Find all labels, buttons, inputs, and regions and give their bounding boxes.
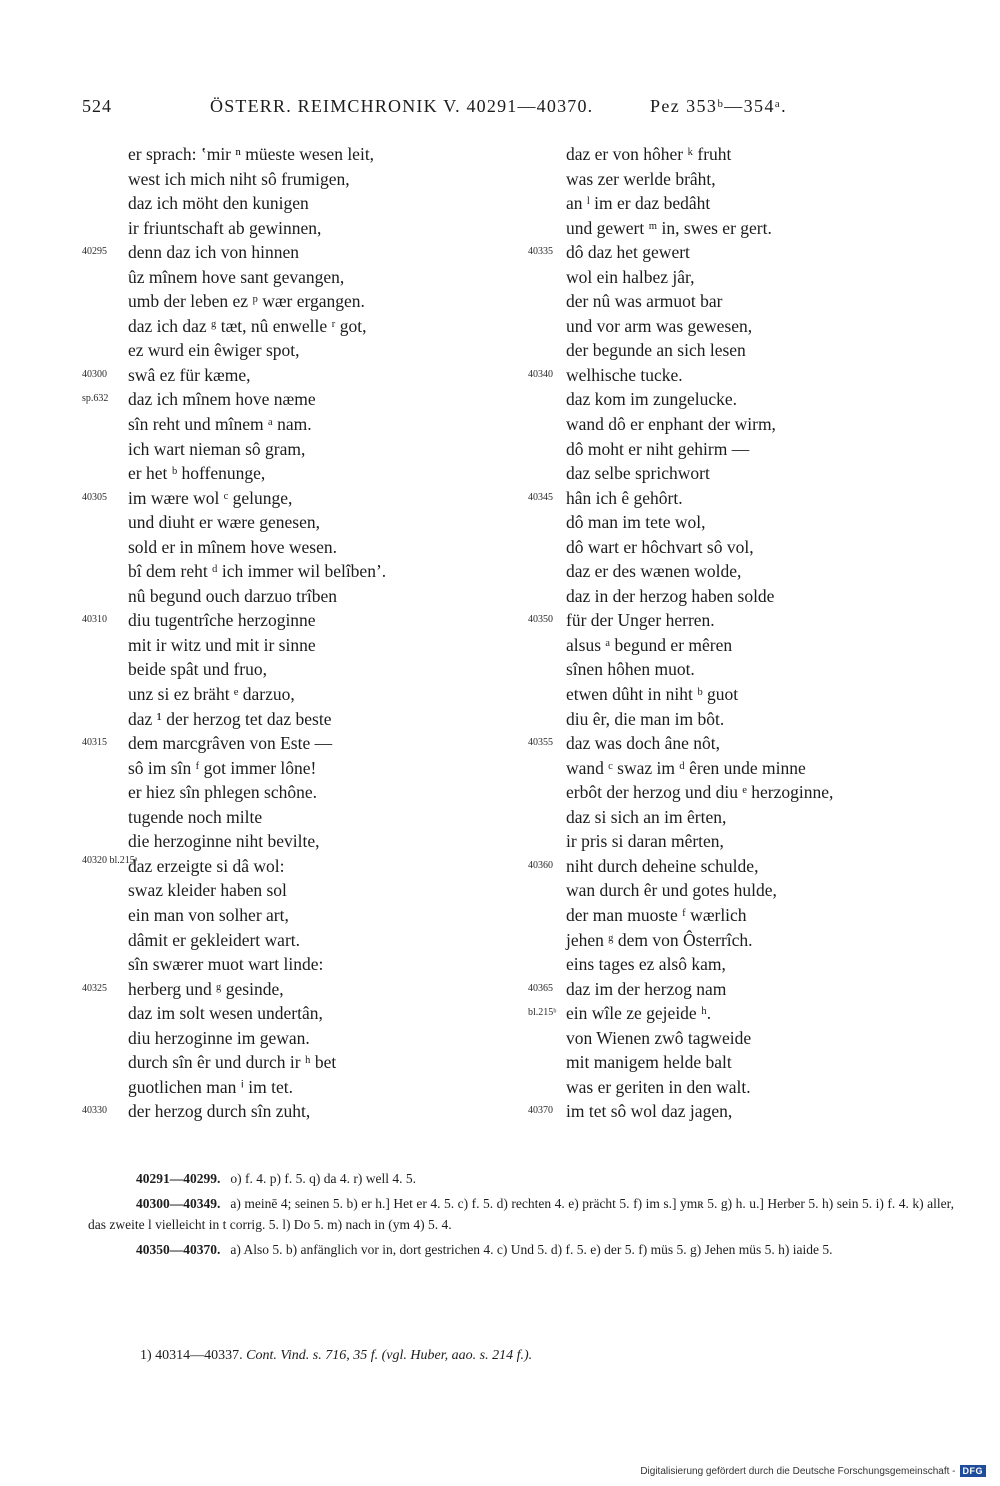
verse-line <box>82 805 512 830</box>
verse-line <box>528 1075 958 1100</box>
verse-line <box>82 412 512 437</box>
verse-line <box>82 756 512 781</box>
apparatus-entry <box>88 1239 954 1260</box>
verse-line <box>82 363 512 388</box>
verse-text: und diuht er wære genesen, <box>128 512 320 533</box>
verse-text: mit ir witz und mit ir sinne <box>128 634 316 655</box>
verse-text: die herzoginne niht bevilte, <box>128 831 320 852</box>
verse-line <box>528 657 958 682</box>
verse-text: alsus ᵃ begund er mêren <box>566 634 733 655</box>
verse-line <box>528 412 958 437</box>
verse-line <box>82 780 512 805</box>
verse-line <box>82 142 512 167</box>
verse-line <box>82 559 512 584</box>
verse-text: dô wart er hôchvart sô vol, <box>566 536 754 557</box>
verse-line <box>82 461 512 486</box>
verse-line <box>528 780 958 805</box>
verse-line <box>82 387 512 412</box>
verse-line <box>528 756 958 781</box>
verse-number: 40330 <box>82 1105 107 1117</box>
verse-text: umb der leben ez ᵖ wær ergangen. <box>128 291 365 312</box>
verse-text: was zer werlde brâht, <box>566 168 716 189</box>
verse-text: west ich mich niht sô frumigen, <box>128 168 350 189</box>
verse-text: wand dô er enphant der wirm, <box>566 414 776 435</box>
verse-line <box>82 510 512 535</box>
verse-text: ûz mînem hove sant gevangen, <box>128 266 345 287</box>
verse-line <box>82 952 512 977</box>
verse-text: er het ᵇ hoffenunge, <box>128 463 266 484</box>
verse-number: 40340 <box>528 368 553 380</box>
verse-text: swaz kleider haben sol <box>128 880 287 901</box>
verse-line <box>528 731 958 756</box>
verse-line <box>528 510 958 535</box>
verse-number: 40295 <box>82 246 107 258</box>
verse-text: der man muoste ᶠ wærlich <box>566 904 747 925</box>
verse-line <box>82 216 512 241</box>
verse-number: bl.215ᵇ <box>528 1007 557 1019</box>
page-number: 524 <box>82 96 112 116</box>
verse-text: ein man von solher art, <box>128 904 289 925</box>
verse-line <box>528 535 958 560</box>
verse-line <box>528 461 958 486</box>
apparatus-entry <box>88 1193 954 1235</box>
verse-text: bî dem reht ᵈ ich immer wil belîben’. <box>128 561 387 582</box>
verse-number: 40320 bl.215ᵃ <box>82 854 138 866</box>
verse-line <box>82 265 512 290</box>
verse-text: erbôt der herzog und diu ᵉ herzoginne, <box>566 782 834 803</box>
apparatus-notes: a) meinē 4; seinen 5. b) er h.] Het er 4. 5. c) f. 5. d) rechten 4. e) prächt 5. f) im s.] ymʀ 5. g) h. u.] Herber 5. h) sein 5. i) f. 4. k) aller, das zweite l vielleicht in t corrig. 5. l) Do 5. m) nach in (ym 4) 5. 4. <box>88 1196 954 1232</box>
verse-text: guotlichen man ⁱ im tet. <box>128 1076 293 1097</box>
apparatus-notes: o) f. 4. p) f. 5. q) da 4. r) well 4. 5. <box>230 1171 416 1186</box>
verse-line <box>528 633 958 658</box>
dfg-logo-icon: DFG <box>960 1465 987 1477</box>
verse-text: durch sîn êr und durch ir ʰ bet <box>128 1052 337 1073</box>
verse-text: daz si sich an im êrten, <box>566 806 727 827</box>
verse-text: nû begund ouch darzuo trîben <box>128 585 337 606</box>
verse-line <box>528 584 958 609</box>
verse-line <box>82 314 512 339</box>
verse-text: er hiez sîn phlegen schône. <box>128 782 318 803</box>
verse-text: und gewert ᵐ in, swes er gert. <box>566 217 772 238</box>
verse-line <box>528 363 958 388</box>
verse-text: daz was doch âne nôt, <box>566 733 721 754</box>
verse-line <box>528 829 958 854</box>
verse-line <box>82 437 512 462</box>
verse-line <box>528 928 958 953</box>
verse-text: an ˡ im er daz bedâht <box>566 193 711 214</box>
verse-line <box>82 338 512 363</box>
verse-number: 40310 <box>82 614 107 626</box>
verse-line <box>82 584 512 609</box>
verse-text: der begunde an sich lesen <box>566 340 746 361</box>
verse-text: ir pris si daran mêrten, <box>566 831 724 852</box>
verse-number: 40350 <box>528 614 553 626</box>
verse-text: im wære wol ᶜ gelunge, <box>128 487 293 508</box>
apparatus-range: 40350—40370. <box>136 1242 221 1257</box>
verse-number: 40355 <box>528 737 553 749</box>
verse-line <box>528 240 958 265</box>
verse-text: daz ich daz ᵍ tæt, nû enwelle ʳ got, <box>128 315 367 336</box>
verse-text: sold er in mînem hove wesen. <box>128 536 337 557</box>
verse-line <box>528 559 958 584</box>
verse-line <box>528 216 958 241</box>
verse-text: dem marcgrâven von Este — <box>128 733 333 754</box>
verse-text: beide spât und fruo, <box>128 659 267 680</box>
verse-line <box>82 535 512 560</box>
verse-line <box>528 1050 958 1075</box>
verse-line <box>528 486 958 511</box>
verse-number: 40300 <box>82 368 107 380</box>
verse-line <box>82 903 512 928</box>
verse-text: für der Unger herren. <box>566 610 715 631</box>
verse-text: im tet sô wol daz jagen, <box>566 1101 733 1122</box>
verse-line <box>82 1075 512 1100</box>
verse-line <box>528 707 958 732</box>
verse-line <box>82 240 512 265</box>
verse-line <box>528 952 958 977</box>
verse-line <box>82 829 512 854</box>
verse-line <box>528 167 958 192</box>
verse-text: sîn reht und mînem ᵃ nam. <box>128 414 312 435</box>
verse-text: und vor arm was gewesen, <box>566 315 753 336</box>
footnote-label: 1) 40314—40337. <box>140 1348 243 1363</box>
apparatus-paragraph <box>88 1193 954 1235</box>
footnote <box>140 1348 900 1364</box>
verse-line <box>82 928 512 953</box>
verse-line <box>82 167 512 192</box>
verse-text: sîn swærer muot wart linde: <box>128 954 324 975</box>
verse-text: tugende noch milte <box>128 806 263 827</box>
verse-text: wand ᶜ swaz im ᵈ êren unde minne <box>566 757 806 778</box>
verse-text: diu herzoginne im gewan. <box>128 1027 310 1048</box>
verse-text: von Wienen zwô tagweide <box>566 1027 752 1048</box>
verse-text: niht durch deheine schulde, <box>566 855 759 876</box>
verse-line <box>528 1001 958 1026</box>
verse-line <box>82 682 512 707</box>
verse-number: 40370 <box>528 1105 553 1117</box>
digitization-text: Digitalisierung gefördert durch die Deutsche Forschungsgemeinschaft - <box>640 1465 956 1477</box>
verse-text: welhische tucke. <box>566 364 683 385</box>
verse-text: der nû was armuot bar <box>566 291 723 312</box>
verse-text: dô daz het gewert <box>566 242 690 263</box>
verse-text: diu tugentrîche herzoginne <box>128 610 316 631</box>
verse-text: daz ¹ der herzog tet daz beste <box>128 708 332 729</box>
verse-text: eins tages ez alsô kam, <box>566 954 726 975</box>
verse-line <box>528 1099 958 1124</box>
verse-line <box>528 289 958 314</box>
verse-line <box>528 878 958 903</box>
verse-text: was er geriten in den walt. <box>566 1076 751 1097</box>
verse-text: daz er von hôher ᵏ fruht <box>566 144 732 164</box>
critical-apparatus <box>88 1168 954 1264</box>
verse-text: daz ich mînem hove næme <box>128 389 316 410</box>
verse-line <box>82 731 512 756</box>
verse-text: diu êr, die man im bôt. <box>566 708 725 729</box>
verse-line <box>528 903 958 928</box>
verse-number: 40365 <box>528 982 553 994</box>
verse-number: 40335 <box>528 246 553 258</box>
verse-line <box>82 1099 512 1124</box>
verse-line <box>82 1050 512 1075</box>
verse-text: daz im der herzog nam <box>566 978 727 999</box>
verse-text: ich wart nieman sô gram, <box>128 438 306 459</box>
verse-line <box>528 191 958 216</box>
verse-text: hân ich ê gehôrt. <box>566 487 683 508</box>
verse-text: unz si ez bräht ᵉ darzuo, <box>128 684 295 705</box>
verse-text: sô im sîn ᶠ got immer lône! <box>128 757 317 778</box>
verse-number: sp.632 <box>82 393 109 405</box>
right-verse-column <box>528 142 958 1124</box>
verse-line <box>528 1026 958 1051</box>
verse-line <box>528 265 958 290</box>
verse-text: sînen hôhen muot. <box>566 659 695 680</box>
verse-line <box>528 854 958 879</box>
verse-line <box>82 486 512 511</box>
verse-text: wan durch êr und gotes hulde, <box>566 880 777 901</box>
verse-line <box>82 633 512 658</box>
verse-text: dô man im tete wol, <box>566 512 706 533</box>
verse-line <box>82 1026 512 1051</box>
verse-number: 40315 <box>82 737 107 749</box>
verse-line <box>528 142 958 167</box>
verse-line <box>82 854 512 879</box>
apparatus-notes: a) Also 5. b) anfänglich vor in, dort gestrichen 4. c) Und 5. d) f. 5. e) der 5. f) müs 5. g) Jehen müs 5. h) iaide 5. <box>230 1242 833 1257</box>
verse-line <box>82 878 512 903</box>
footnote-reference: Cont. Vind. s. 716, 35 f. (vgl. Huber, aao. s. 214 f.). <box>246 1348 533 1363</box>
verse-text: daz erzeigte si dâ wol: <box>128 855 285 876</box>
apparatus-entry <box>88 1168 954 1189</box>
verse-text: mit manigem helde balt <box>566 1052 732 1073</box>
verse-text: ez wurd ein êwiger spot, <box>128 340 300 361</box>
left-verse-column <box>82 142 512 1124</box>
verse-line <box>82 1001 512 1026</box>
verse-text: dâmit er gekleidert wart. <box>128 929 301 950</box>
source-reference: Pez 353ᵇ—354ᵃ. <box>650 96 788 116</box>
verse-line <box>528 314 958 339</box>
apparatus-range: 40300—40349. <box>136 1196 221 1211</box>
verse-line <box>82 191 512 216</box>
verse-text: ein wîle ze gejeide ʰ. <box>566 1003 712 1024</box>
verse-line <box>528 338 958 363</box>
verse-text: ir friuntschaft ab gewinnen, <box>128 217 322 238</box>
page-title: ÖSTERR. REIMCHRONIK V. 40291—40370. <box>210 96 594 116</box>
verse-text: etwen dûht in niht ᵇ guot <box>566 684 739 705</box>
verse-text: daz kom im zungelucke. <box>566 389 738 410</box>
verse-text: daz er des wænen wolde, <box>566 561 742 582</box>
verse-text: daz selbe sprichwort <box>566 463 710 484</box>
verse-line <box>82 977 512 1002</box>
verse-text: der herzog durch sîn zuht, <box>128 1101 311 1122</box>
verse-text: denn daz ich von hinnen <box>128 242 300 263</box>
verse-text: daz in der herzog haben solde <box>566 585 775 606</box>
verse-number: 40305 <box>82 491 107 503</box>
verse-text: swâ ez für kæme, <box>128 364 251 385</box>
verse-line <box>528 977 958 1002</box>
apparatus-paragraph <box>88 1168 954 1189</box>
verse-number: 40325 <box>82 982 107 994</box>
verse-line <box>528 608 958 633</box>
verse-line <box>82 608 512 633</box>
apparatus-paragraph <box>88 1239 954 1260</box>
verse-line <box>528 682 958 707</box>
verse-line <box>528 437 958 462</box>
verse-line <box>82 707 512 732</box>
verse-number: 40345 <box>528 491 553 503</box>
verse-line <box>82 289 512 314</box>
verse-text: daz im solt wesen undertân, <box>128 1003 323 1024</box>
verse-text: wol ein halbez jâr, <box>566 266 695 287</box>
verse-line <box>528 387 958 412</box>
verse-text: er sprach: ʽmir ⁿ müeste wesen leit, <box>128 144 375 164</box>
digitization-notice <box>640 1464 986 1478</box>
verse-line <box>82 657 512 682</box>
verse-line <box>528 805 958 830</box>
verse-number: 40360 <box>528 859 553 871</box>
verse-text: daz ich möht den kunigen <box>128 193 309 214</box>
verse-text: jehen ᵍ dem von Ôsterrîch. <box>566 929 753 950</box>
verse-text: dô moht er niht gehirm — <box>566 438 750 459</box>
apparatus-range: 40291—40299. <box>136 1171 221 1186</box>
verse-text: herberg und ᵍ gesinde, <box>128 978 284 999</box>
